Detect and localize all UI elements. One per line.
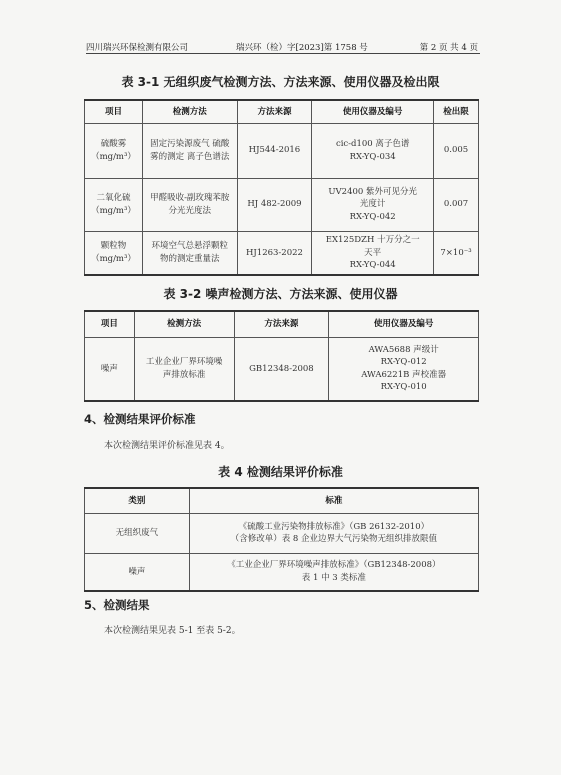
cell-method: 甲醛吸收-副玫瑰苯胺 分光光度法 [142,178,237,231]
col-header-instrument: 使用仪器及编号 [312,100,434,123]
section-4-heading: 4、检测结果评价标准 [84,412,196,426]
col-header-item: 项目 [85,311,135,337]
col-header-source: 方法来源 [234,311,329,337]
table-3-1 [84,99,479,276]
col-header-method: 检测方法 [134,311,234,337]
cell-source: HJ1263-2022 [237,231,312,275]
cell-limit: 0.005 [434,123,479,178]
cell-method: 工业企业厂界环境噪 声排放标准 [134,337,234,401]
col-header-method: 检测方法 [142,100,237,123]
section-5-paragraph: 本次检测结果见表 5-1 至表 5-2。 [104,626,241,636]
cell-category: 噪声 [85,553,190,591]
header-report-number: 瑞兴环（检）字[2023]第 1758 号 [236,43,368,53]
table-row [85,337,479,401]
table-3-2-header-row [85,311,479,337]
cell-limit: 0.007 [434,178,479,231]
col-header-category: 类别 [85,488,190,513]
table-3-1-title: 表 3-1 无组织废气检测方法、方法来源、使用仪器及检出限 [121,75,440,89]
table-row [85,513,479,553]
table-row [85,178,479,231]
cell-item: 噪声 [85,337,135,401]
cell-instrument: cic-d100 离子色谱 RX-YQ-034 [312,123,434,178]
table-4 [84,487,479,592]
cell-item: 硫酸雾 （mg/m³） [85,123,143,178]
col-header-instrument: 使用仪器及编号 [329,311,479,337]
table-4-header-row [85,488,479,513]
cell-item: 颗粒物 （mg/m³） [85,231,143,275]
cell-source: HJ544-2016 [237,123,312,178]
section-5-heading: 5、检测结果 [84,598,150,612]
cell-item: 二氧化硫 （mg/m³） [85,178,143,231]
cell-category: 无组织废气 [85,513,190,553]
header-company: 四川瑞兴环保检测有限公司 [86,43,189,53]
cell-standard: 《硫酸工业污染物排放标准》（GB 26132-2010） （含修改单）表 8 企业边界大气污染物无组织排放限值 [189,513,478,553]
cell-method: 固定污染源废气 硫酸 雾的测定 离子色谱法 [142,123,237,178]
cell-limit: 7×10⁻³ [434,231,479,275]
cell-source: GB12348-2008 [234,337,329,401]
col-header-limit: 检出限 [434,100,479,123]
table-row [85,553,479,591]
cell-standard: 《工业企业厂界环境噪声排放标准》（GB12348-2008） 表 1 中 3 类标准 [189,553,478,591]
col-header-item: 项目 [85,100,143,123]
cell-instrument: UV2400 紫外可见分光 光度计 RX-YQ-042 [312,178,434,231]
header-page-number: 第 2 页 共 4 页 [419,43,478,53]
table-row [85,123,479,178]
table-4-title: 表 4 检测结果评价标准 [218,465,343,479]
table-3-1-header-row [85,100,479,123]
col-header-standard: 标准 [189,488,478,513]
section-4-paragraph: 本次检测结果评价标准见表 4。 [104,441,230,451]
cell-source: HJ 482-2009 [237,178,312,231]
table-row [85,231,479,275]
cell-method: 环境空气总悬浮颗粒 物的测定重量法 [142,231,237,275]
col-header-source: 方法来源 [237,100,312,123]
table-3-2-title: 表 3-2 噪声检测方法、方法来源、使用仪器 [163,287,398,301]
table-3-2 [84,310,479,402]
cell-instrument: AWA5688 声级计 RX-YQ-012 AWA6221B 声校准器 RX-YQ-010 [329,337,479,401]
page-header [86,41,480,54]
cell-instrument: EX125DZH 十万分之一 天平 RX-YQ-044 [312,231,434,275]
